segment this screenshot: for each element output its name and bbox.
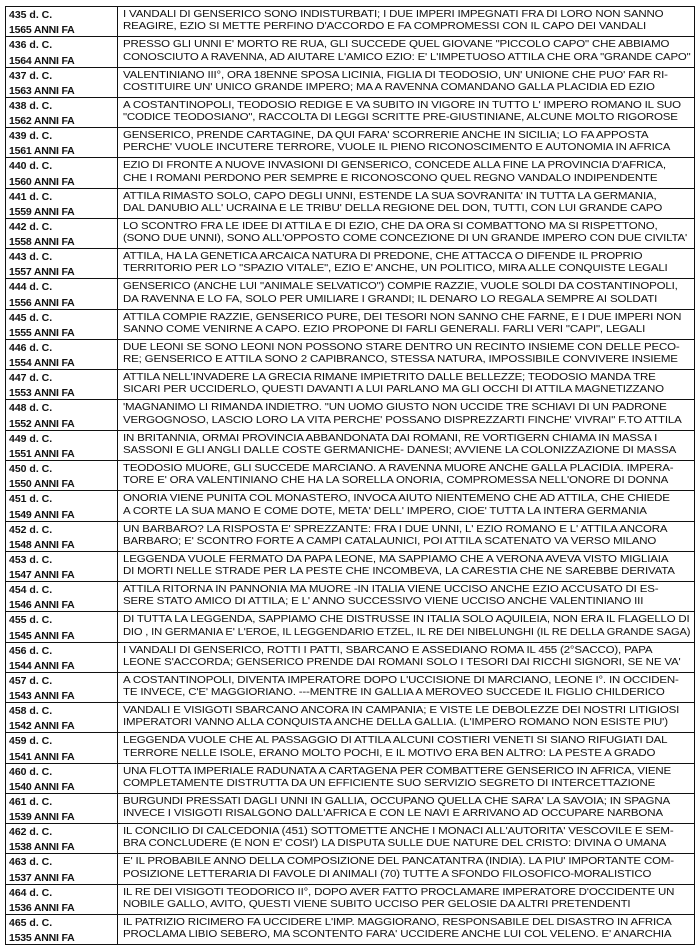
year-label: 438 d. C. bbox=[9, 99, 53, 112]
year-label: 464 d. C. bbox=[9, 886, 53, 899]
table-row bbox=[6, 219, 694, 249]
years-ago-label: 1562 ANNI FA bbox=[9, 115, 75, 128]
event-line: IL RE DEI VISIGOTI TEODORICO II°, DOPO AVER FATTO PROCLAMARE IMPERATORE D'OCCIDENTE UN bbox=[123, 886, 675, 898]
event-line: (SONO DUE UNNI), SONO ALL'OPPOSTO COME CONCEZIONE DI UN GRANDE IMPERO CON DUE CIVILTA' bbox=[123, 233, 688, 245]
date-cell bbox=[6, 491, 118, 520]
years-ago-label: 1557 ANNI FA bbox=[9, 266, 75, 279]
year-label: 444 d. C. bbox=[9, 281, 53, 294]
event-line: UNA FLOTTA IMPERIALE RADUNATA A CARTAGENA PER COMBATTERE GENSERICO IN AFRICA, VIENE bbox=[123, 765, 672, 777]
event-line: LEGGENDA VUOLE FERMATO DA PAPA LEONE, MA SAPPIAMO CHE A VERONA AVEVA VISTO MIGLIAIA bbox=[123, 553, 669, 565]
date-cell bbox=[6, 310, 118, 339]
date-cell bbox=[6, 68, 118, 97]
years-ago-label: 1555 ANNI FA bbox=[9, 326, 75, 339]
event-line: 'MAGNANIMO LI RIMANDA INDIETRO. "UN UOMO GIUSTO NON UCCIDE TRE SCHIAVI DI UN PADRONE bbox=[123, 402, 667, 414]
year-label: 440 d. C. bbox=[9, 160, 53, 173]
table-row bbox=[6, 764, 694, 794]
date-cell bbox=[6, 370, 118, 399]
event-line: E' IL PROBABILE ANNO DELLA COMPOSIZIONE DEL PANCATANTRA (INDIA). LA PIU' IMPORTANTE COM- bbox=[123, 856, 674, 868]
event-line: PRESSO GLI UNNI E' MORTO RE RUA, GLI SUCCEDE QUEL GIOVANE "PICCOLO CAPO" CHE ABBIAMO bbox=[123, 39, 670, 51]
event-line: I VANDALI DI GENSERICO, ROTTI I PATTI, SBARCANO E ASSEDIANO ROMA IL 455 (2°SACCO), PAPA bbox=[123, 644, 653, 656]
event-text bbox=[118, 643, 694, 672]
table-row bbox=[6, 915, 694, 944]
chronology-table bbox=[5, 6, 695, 945]
date-cell bbox=[6, 37, 118, 66]
event-line: SERE STATO AMICO DI ATTILA; E L' ANNO SUCCESSIVO VIENE UCCISO ANCHE VALENTINIANO III bbox=[123, 596, 644, 608]
event-text bbox=[118, 552, 694, 581]
table-row bbox=[6, 673, 694, 703]
event-line: CONOSCIUTO A RAVENNA, AD AIUTARE L'AMICO EZIO: E' L'IMPETUOSO ATTILA CHE ORA "GRANDE CAPO" bbox=[123, 51, 691, 63]
table-row bbox=[6, 98, 694, 128]
event-line: IL PATRIZIO RICIMERO FA UCCIDERE L'IMP. MAGGIORANO, RESPONSABILE DEL DISASTRO IN AFRICA bbox=[123, 916, 672, 928]
years-ago-label: 1541 ANNI FA bbox=[9, 750, 75, 763]
event-text bbox=[118, 400, 694, 429]
year-label: 454 d. C. bbox=[9, 584, 53, 597]
event-line: LEGGENDA VUOLE CHE AL PASSAGGIO DI ATTILA ALCUNI COSTIERI VENETI SI SIANO RIFUGIATI DAL bbox=[123, 735, 668, 747]
table-row bbox=[6, 491, 694, 521]
date-cell bbox=[6, 794, 118, 823]
years-ago-label: 1542 ANNI FA bbox=[9, 720, 75, 733]
years-ago-label: 1558 ANNI FA bbox=[9, 236, 75, 249]
years-ago-label: 1536 ANNI FA bbox=[9, 901, 75, 914]
event-text bbox=[118, 158, 694, 187]
years-ago-label: 1540 ANNI FA bbox=[9, 780, 75, 793]
event-text bbox=[118, 98, 694, 127]
years-ago-label: 1560 ANNI FA bbox=[9, 175, 75, 188]
date-cell bbox=[6, 400, 118, 429]
year-label: 449 d. C. bbox=[9, 432, 53, 445]
years-ago-label: 1565 ANNI FA bbox=[9, 24, 75, 37]
event-line: IL CONCILIO DI CALCEDONIA (451) SOTTOMETTE ANCHE I MONACI ALL'AUTORITA' VESCOVILE E SEM- bbox=[123, 826, 674, 838]
date-cell bbox=[6, 824, 118, 853]
year-label: 446 d. C. bbox=[9, 341, 53, 354]
event-line: TE INVECE, C'E' MAGGIORIANO. ---MENTRE IN GALLIA A MEROVEO SUCCEDE IL FIGLIO CHILDERICO bbox=[123, 687, 665, 699]
event-line: VANDALI E VISIGOTI SBARCANO ANCORA IN CAMPANIA; E VISTE LE DEBOLEZZE DEI NOSTRI LITIGIOSI bbox=[123, 705, 680, 717]
years-ago-label: 1547 ANNI FA bbox=[9, 569, 75, 582]
year-label: 463 d. C. bbox=[9, 856, 53, 869]
date-cell bbox=[6, 522, 118, 551]
year-label: 442 d. C. bbox=[9, 220, 53, 233]
date-cell bbox=[6, 703, 118, 732]
years-ago-label: 1552 ANNI FA bbox=[9, 417, 75, 430]
event-text bbox=[118, 370, 694, 399]
date-cell bbox=[6, 582, 118, 611]
table-row bbox=[6, 582, 694, 612]
event-line: NOBILE GALLO, AVITO, QUESTI VIENE SUBITO UCCISO PER GELOSIE DA ALTRI PRETENDENTI bbox=[123, 899, 631, 910]
year-label: 443 d. C. bbox=[9, 251, 53, 264]
year-label: 452 d. C. bbox=[9, 523, 53, 536]
table-row bbox=[6, 340, 694, 370]
event-line: ATTILA, HA LA GENETICA ARCAICA NATURA DI PREDONE, CHE ATTACCA O DIFENDE IL PROPRIO bbox=[123, 251, 643, 263]
event-line: ATTILA RITORNA IN PANNONIA MA MUORE -IN ITALIA VIENE UCCISO ANCHE EZIO ACCUSATO DI ES- bbox=[123, 584, 659, 596]
year-label: 450 d. C. bbox=[9, 462, 53, 475]
event-line: SICARI PER UCCIDERLO, QUESTI DAVANTI A LUI PARLANO MA GLI OCCHI DI ATTILA MAGNETIZZANO bbox=[123, 384, 664, 396]
table-row bbox=[6, 552, 694, 582]
event-line: LEONE S'ACCORDA; GENSERICO PRENDE DAI ROMANI SOLO I TESORI DAI RICCHI SIGNORI, SE NE VA' bbox=[123, 656, 681, 668]
years-ago-label: 1563 ANNI FA bbox=[9, 84, 75, 97]
date-cell bbox=[6, 219, 118, 248]
event-line: I VANDALI DI GENSERICO SONO INDISTURBATI; I DUE IMPERI IMPEGNATI FRA DI LORO NON SANNO bbox=[123, 9, 664, 20]
table-row bbox=[6, 431, 694, 461]
event-text bbox=[118, 37, 694, 66]
event-line: POSIZIONE LETTERARIA DI FAVOLE DI ANIMALI (70) TUTTE A SFONDO FILOSOFICO-MORALISTICO bbox=[123, 868, 652, 880]
event-text bbox=[118, 461, 694, 490]
date-cell bbox=[6, 854, 118, 883]
year-label: 445 d. C. bbox=[9, 311, 53, 324]
year-label: 436 d. C. bbox=[9, 39, 53, 52]
years-ago-label: 1561 ANNI FA bbox=[9, 145, 75, 158]
event-line: REAGIRE, EZIO SI METTE PERFINO D'ACCORDO E FA COMPROMESSI CON IL CAPO DEI VANDALI bbox=[123, 21, 647, 33]
event-text bbox=[118, 824, 694, 853]
date-cell bbox=[6, 461, 118, 490]
event-line: IMPERATORI VANNO ALLA CONQUISTA ANCHE DELLA GALLIA. (L'IMPERO ROMANO NON ESISTE PIU') bbox=[123, 717, 668, 729]
event-line: A CORTE LA SUA MANO E COME DOTE, META' DELL' IMPERO, CIOE' TUTTA LA INTERA GERMANIA bbox=[123, 505, 647, 517]
table-row bbox=[6, 522, 694, 552]
event-line: GENSERICO, PRENDE CARTAGINE, DA QUI FARA' SCORRERIE ANCHE IN SICILIA; LO FA APPOSTA bbox=[123, 130, 649, 142]
year-label: 462 d. C. bbox=[9, 826, 53, 839]
table-row bbox=[6, 158, 694, 188]
event-text bbox=[118, 340, 694, 369]
event-line: "CODICE TEODOSIANO", RACCOLTA DI LEGGI SCRITTE PRE-GIUSTINIANE, ALCUNE MOLTO RIGOROSE bbox=[123, 112, 678, 124]
table-row bbox=[6, 461, 694, 491]
table-row bbox=[6, 370, 694, 400]
date-cell bbox=[6, 158, 118, 187]
event-text bbox=[118, 249, 694, 278]
years-ago-label: 1546 ANNI FA bbox=[9, 599, 75, 612]
year-label: 448 d. C. bbox=[9, 402, 53, 415]
event-line: PERCHE' VUOLE INCUTERE TERRORE, VUOLE IL PIENO RICONOSCIMENTO E AUTONOMIA IN AFRICA bbox=[123, 142, 671, 154]
event-line: A COSTANTINOPOLI, TEODOSIO REDIGE E VA SUBITO IN VIGORE IN TUTTO L' IMPERO ROMANO IL SUO bbox=[123, 99, 681, 111]
event-text bbox=[118, 733, 694, 762]
event-text bbox=[118, 128, 694, 157]
year-label: 447 d. C. bbox=[9, 372, 53, 385]
year-label: 451 d. C. bbox=[9, 493, 53, 506]
date-cell bbox=[6, 915, 118, 944]
event-text bbox=[118, 582, 694, 611]
year-label: 459 d. C. bbox=[9, 735, 53, 748]
event-text bbox=[118, 219, 694, 248]
event-line: INVECE I VISIGOTI RISALGONO DALL'AFRICA E CON LE NAVI E ARRIVANO AD OCCUPARE NARBONA bbox=[123, 808, 663, 820]
event-line: IN BRITANNIA, ORMAI PROVINCIA ABBANDONATA DAI ROMANI, RE VORTIGERN CHIAMA IN MASSA I bbox=[123, 432, 658, 444]
table-row bbox=[6, 824, 694, 854]
year-label: 457 d. C. bbox=[9, 674, 53, 687]
table-row bbox=[6, 703, 694, 733]
event-line: DUE LEONI SE SONO LEONI NON POSSONO STARE DENTRO UN RECINTO INSIEME CON DELLE PECO- bbox=[123, 341, 680, 353]
event-text bbox=[118, 189, 694, 218]
table-row bbox=[6, 854, 694, 884]
years-ago-label: 1550 ANNI FA bbox=[9, 478, 75, 491]
event-text bbox=[118, 915, 694, 944]
event-line: ONORIA VIENE PUNITA COL MONASTERO, INVOCA AIUTO NIENTEMENO CHE AD ATTILA, CHE CHIEDE bbox=[123, 493, 670, 505]
date-cell bbox=[6, 552, 118, 581]
event-line: DI MORTI NELLE STRADE PER LA PESTE CHE INCOMBEVA, LA CARESTIA CHE NE SAREBBE DERIVATA bbox=[123, 566, 675, 578]
years-ago-label: 1543 ANNI FA bbox=[9, 690, 75, 703]
date-cell bbox=[6, 733, 118, 762]
event-line: ATTILA COMPIE RAZZIE, GENSERICO PURE, DEI TESORI NON SANNO CHE FARNE, E I DUE IMPERI NON bbox=[123, 311, 682, 323]
event-line: TEODOSIO MUORE, GLI SUCCEDE MARCIANO. A RAVENNA MUORE ANCHE GALLA PLACIDIA. IMPERA- bbox=[123, 462, 674, 474]
event-line: BRA CONCLUDERE (E NON E' COSI') LA DISPUTA SULLE DUE NATURE DEL CRISTO: DIVINA O UMANA bbox=[123, 838, 667, 850]
event-line: EZIO DI FRONTE A NUOVE INVASIONI DI GENSERICO, CONCEDE ALLA FINE LA PROVINCIA D'AFRICA, bbox=[123, 160, 666, 172]
date-cell bbox=[6, 279, 118, 308]
event-line: TERRITORIO PER LO "SPAZIO VITALE", EZIO E' ANCHE, UN POLITICO, MIRA ALLE CONQUISTE LEGALI bbox=[123, 263, 668, 275]
date-cell bbox=[6, 643, 118, 672]
table-row bbox=[6, 249, 694, 279]
date-cell bbox=[6, 249, 118, 278]
year-label: 453 d. C. bbox=[9, 553, 53, 566]
year-label: 458 d. C. bbox=[9, 705, 53, 718]
years-ago-label: 1548 ANNI FA bbox=[9, 538, 75, 551]
years-ago-label: 1549 ANNI FA bbox=[9, 508, 75, 521]
years-ago-label: 1538 ANNI FA bbox=[9, 841, 75, 854]
event-line: VALENTINIANO III°, ORA 18ENNE SPOSA LICINIA, FIGLIA DI TEODOSIO, UN' UNIONE CHE PUO' FAR RI- bbox=[123, 69, 668, 81]
event-line: GENSERICO (ANCHE LUI "ANIMALE SELVATICO") COMPIE RAZZIE, VUOLE SOLDI DA COSTANTINOPOLI, bbox=[123, 281, 678, 293]
years-ago-label: 1551 ANNI FA bbox=[9, 447, 75, 460]
year-label: 460 d. C. bbox=[9, 765, 53, 778]
event-line: DAL DANUBIO ALL' UCRAINA E LE TRIBU' DELLA REGIONE DEL DON, TUTTI, CON LUI GRANDE CAPO bbox=[123, 202, 663, 214]
years-ago-label: 1554 ANNI FA bbox=[9, 357, 75, 370]
event-line: DIO , IN GERMANIA E' L'EROE, IL LEGGENDARIO ETZEL, IL RE DEI NIBELUNGHI (IL RE DELLA GRANDE SAGA) bbox=[123, 626, 691, 638]
table-row bbox=[6, 885, 694, 915]
event-line: COSTITUIRE UN' UNICO GRANDE IMPERO; MA A RAVENNA COMANDANO GALLA PLACIDIA ED EZIO bbox=[123, 81, 655, 93]
table-row bbox=[6, 310, 694, 340]
event-line: DA RAVENNA E LO FA, SOLO PER UMILIARE I GRANDI; IL DENARO LO REGALA SEMPRE AI SOLDATI bbox=[123, 293, 658, 305]
table-row bbox=[6, 794, 694, 824]
table-row bbox=[6, 400, 694, 430]
event-text bbox=[118, 673, 694, 702]
table-row bbox=[6, 128, 694, 158]
event-line: BARBARO; E' SCONTRO FORTE A CAMPI CATALAUNICI, POI ATTILA SCATENATO VA VERSO MILANO bbox=[123, 535, 657, 547]
date-cell bbox=[6, 612, 118, 641]
event-line: LO SCONTRO FRA LE IDEE DI ATTILA E DI EZIO, CHE DA ORA SI COMBATTONO MA SI RISPETTONO, bbox=[123, 220, 658, 232]
date-cell bbox=[6, 189, 118, 218]
event-text bbox=[118, 764, 694, 793]
year-label: 456 d. C. bbox=[9, 644, 53, 657]
year-label: 465 d. C. bbox=[9, 916, 53, 929]
table-row bbox=[6, 7, 694, 37]
date-cell bbox=[6, 431, 118, 460]
event-text bbox=[118, 310, 694, 339]
date-cell bbox=[6, 764, 118, 793]
event-line: DI TUTTA LA LEGGENDA, SAPPIAMO CHE DISTRUSSE IN ITALIA SOLO AQUILEIA, NON ERA IL FLAGELLO DI bbox=[123, 614, 690, 626]
table-row bbox=[6, 189, 694, 219]
event-line: ATTILA RIMASTO SOLO, CAPO DEGLI UNNI, ESTENDE LA SUA SOVRANITA' IN TUTTA LA GERMANIA, bbox=[123, 190, 657, 202]
years-ago-label: 1564 ANNI FA bbox=[9, 54, 75, 67]
event-text bbox=[118, 7, 694, 36]
year-label: 437 d. C. bbox=[9, 69, 53, 82]
table-row bbox=[6, 37, 694, 67]
event-line: SANNO COME VENIRNE A CAPO. EZIO PROPONE DI FARLI GENERALI. FARLI VERI "CAPI", LEGALI bbox=[123, 323, 646, 335]
year-label: 455 d. C. bbox=[9, 614, 53, 627]
table-row bbox=[6, 643, 694, 673]
event-line: UN BARBARO? LA RISPOSTA E' SPREZZANTE: FRA I DUE UNNI, L' EZIO ROMANO E L' ATTILA ANCORA bbox=[123, 523, 668, 535]
years-ago-label: 1545 ANNI FA bbox=[9, 629, 75, 642]
date-cell bbox=[6, 673, 118, 702]
event-text bbox=[118, 279, 694, 308]
event-text bbox=[118, 431, 694, 460]
event-line: PROCLAMA LIBIO SEBERO, MA SCONTENTO FARA' UCCIDERE ANCHE LUI COL VELENO. E' ANARCHIA bbox=[123, 929, 672, 941]
table-row bbox=[6, 68, 694, 98]
event-line: TERRORE NELLE ISOLE, ERANO MOLTO POCHI, E IL MOTIVO ERA BEN ALTRO: LA PESTE A GRADO bbox=[123, 747, 656, 759]
event-text bbox=[118, 885, 694, 914]
table-row bbox=[6, 612, 694, 642]
event-text bbox=[118, 794, 694, 823]
date-cell bbox=[6, 128, 118, 157]
event-line: ATTILA NELL'INVADERE LA GRECIA RIMANE IMPIETRITO DALLE BELLEZZE; TEODOSIO MANDA TRE bbox=[123, 372, 656, 384]
event-line: TORE E' ORA VALENTINIANO CHE HA LA SORELLA ONORIA, COMPROMESSA NELL'ONORE DI DONNA bbox=[123, 475, 669, 487]
table-row bbox=[6, 733, 694, 763]
date-cell bbox=[6, 7, 118, 36]
event-text bbox=[118, 854, 694, 883]
years-ago-label: 1539 ANNI FA bbox=[9, 811, 75, 824]
years-ago-label: 1535 ANNI FA bbox=[9, 932, 75, 945]
date-cell bbox=[6, 98, 118, 127]
event-line: RE; GENSERICO E ATTILA SONO 2 CAPIBRANCO, STESSA NATURA, IMPOSSIBILE CONVIVERE INSIEME bbox=[123, 354, 678, 366]
date-cell bbox=[6, 340, 118, 369]
years-ago-label: 1556 ANNI FA bbox=[9, 296, 75, 309]
years-ago-label: 1553 ANNI FA bbox=[9, 387, 75, 400]
years-ago-label: 1544 ANNI FA bbox=[9, 659, 75, 672]
event-line: BURGUNDI PRESSATI DAGLI UNNI IN GALLIA, OCCUPANO QUELLA CHE SARA' LA SAVOIA; IN SPAGNA bbox=[123, 795, 670, 807]
year-label: 461 d. C. bbox=[9, 795, 53, 808]
date-cell bbox=[6, 885, 118, 914]
event-line: COMPLETAMENTE DISTRUTTA DA UN EFFICIENTE SUO SERVIZIO SEGRETO DI INTERCETTAZIONE bbox=[123, 777, 656, 789]
event-line: SASSONI E GLI ANGLI DALLE COSTE GERMANICHE- DANESI; AVVIENE LA COLONIZZAZIONE DI MASSA bbox=[123, 445, 677, 457]
event-line: CHE I ROMANI PERDONO PER SEMPRE E RICONOSCONO QUEL REGNO VANDALO INDIPENDENTE bbox=[123, 172, 658, 184]
event-text bbox=[118, 68, 694, 97]
event-line: A COSTANTINOPOLI, DIVENTA IMPERATORE DOPO L'UCCISIONE DI MARCIANO, LEONE I°. IN OCCIDEN- bbox=[123, 674, 679, 686]
event-text bbox=[118, 703, 694, 732]
year-label: 435 d. C. bbox=[9, 9, 53, 21]
event-text bbox=[118, 612, 694, 641]
year-label: 441 d. C. bbox=[9, 190, 53, 203]
year-label: 439 d. C. bbox=[9, 130, 53, 143]
event-text bbox=[118, 491, 694, 520]
years-ago-label: 1559 ANNI FA bbox=[9, 205, 75, 218]
event-text bbox=[118, 522, 694, 551]
years-ago-label: 1537 ANNI FA bbox=[9, 871, 75, 884]
table-row bbox=[6, 279, 694, 309]
event-line: VERGOGNOSO, LASCIO LORO LA VITA PERCHE' POSSANO DISPREZZARTI FINCHE' VIVRAI" F.TO ATTILA bbox=[123, 414, 682, 426]
